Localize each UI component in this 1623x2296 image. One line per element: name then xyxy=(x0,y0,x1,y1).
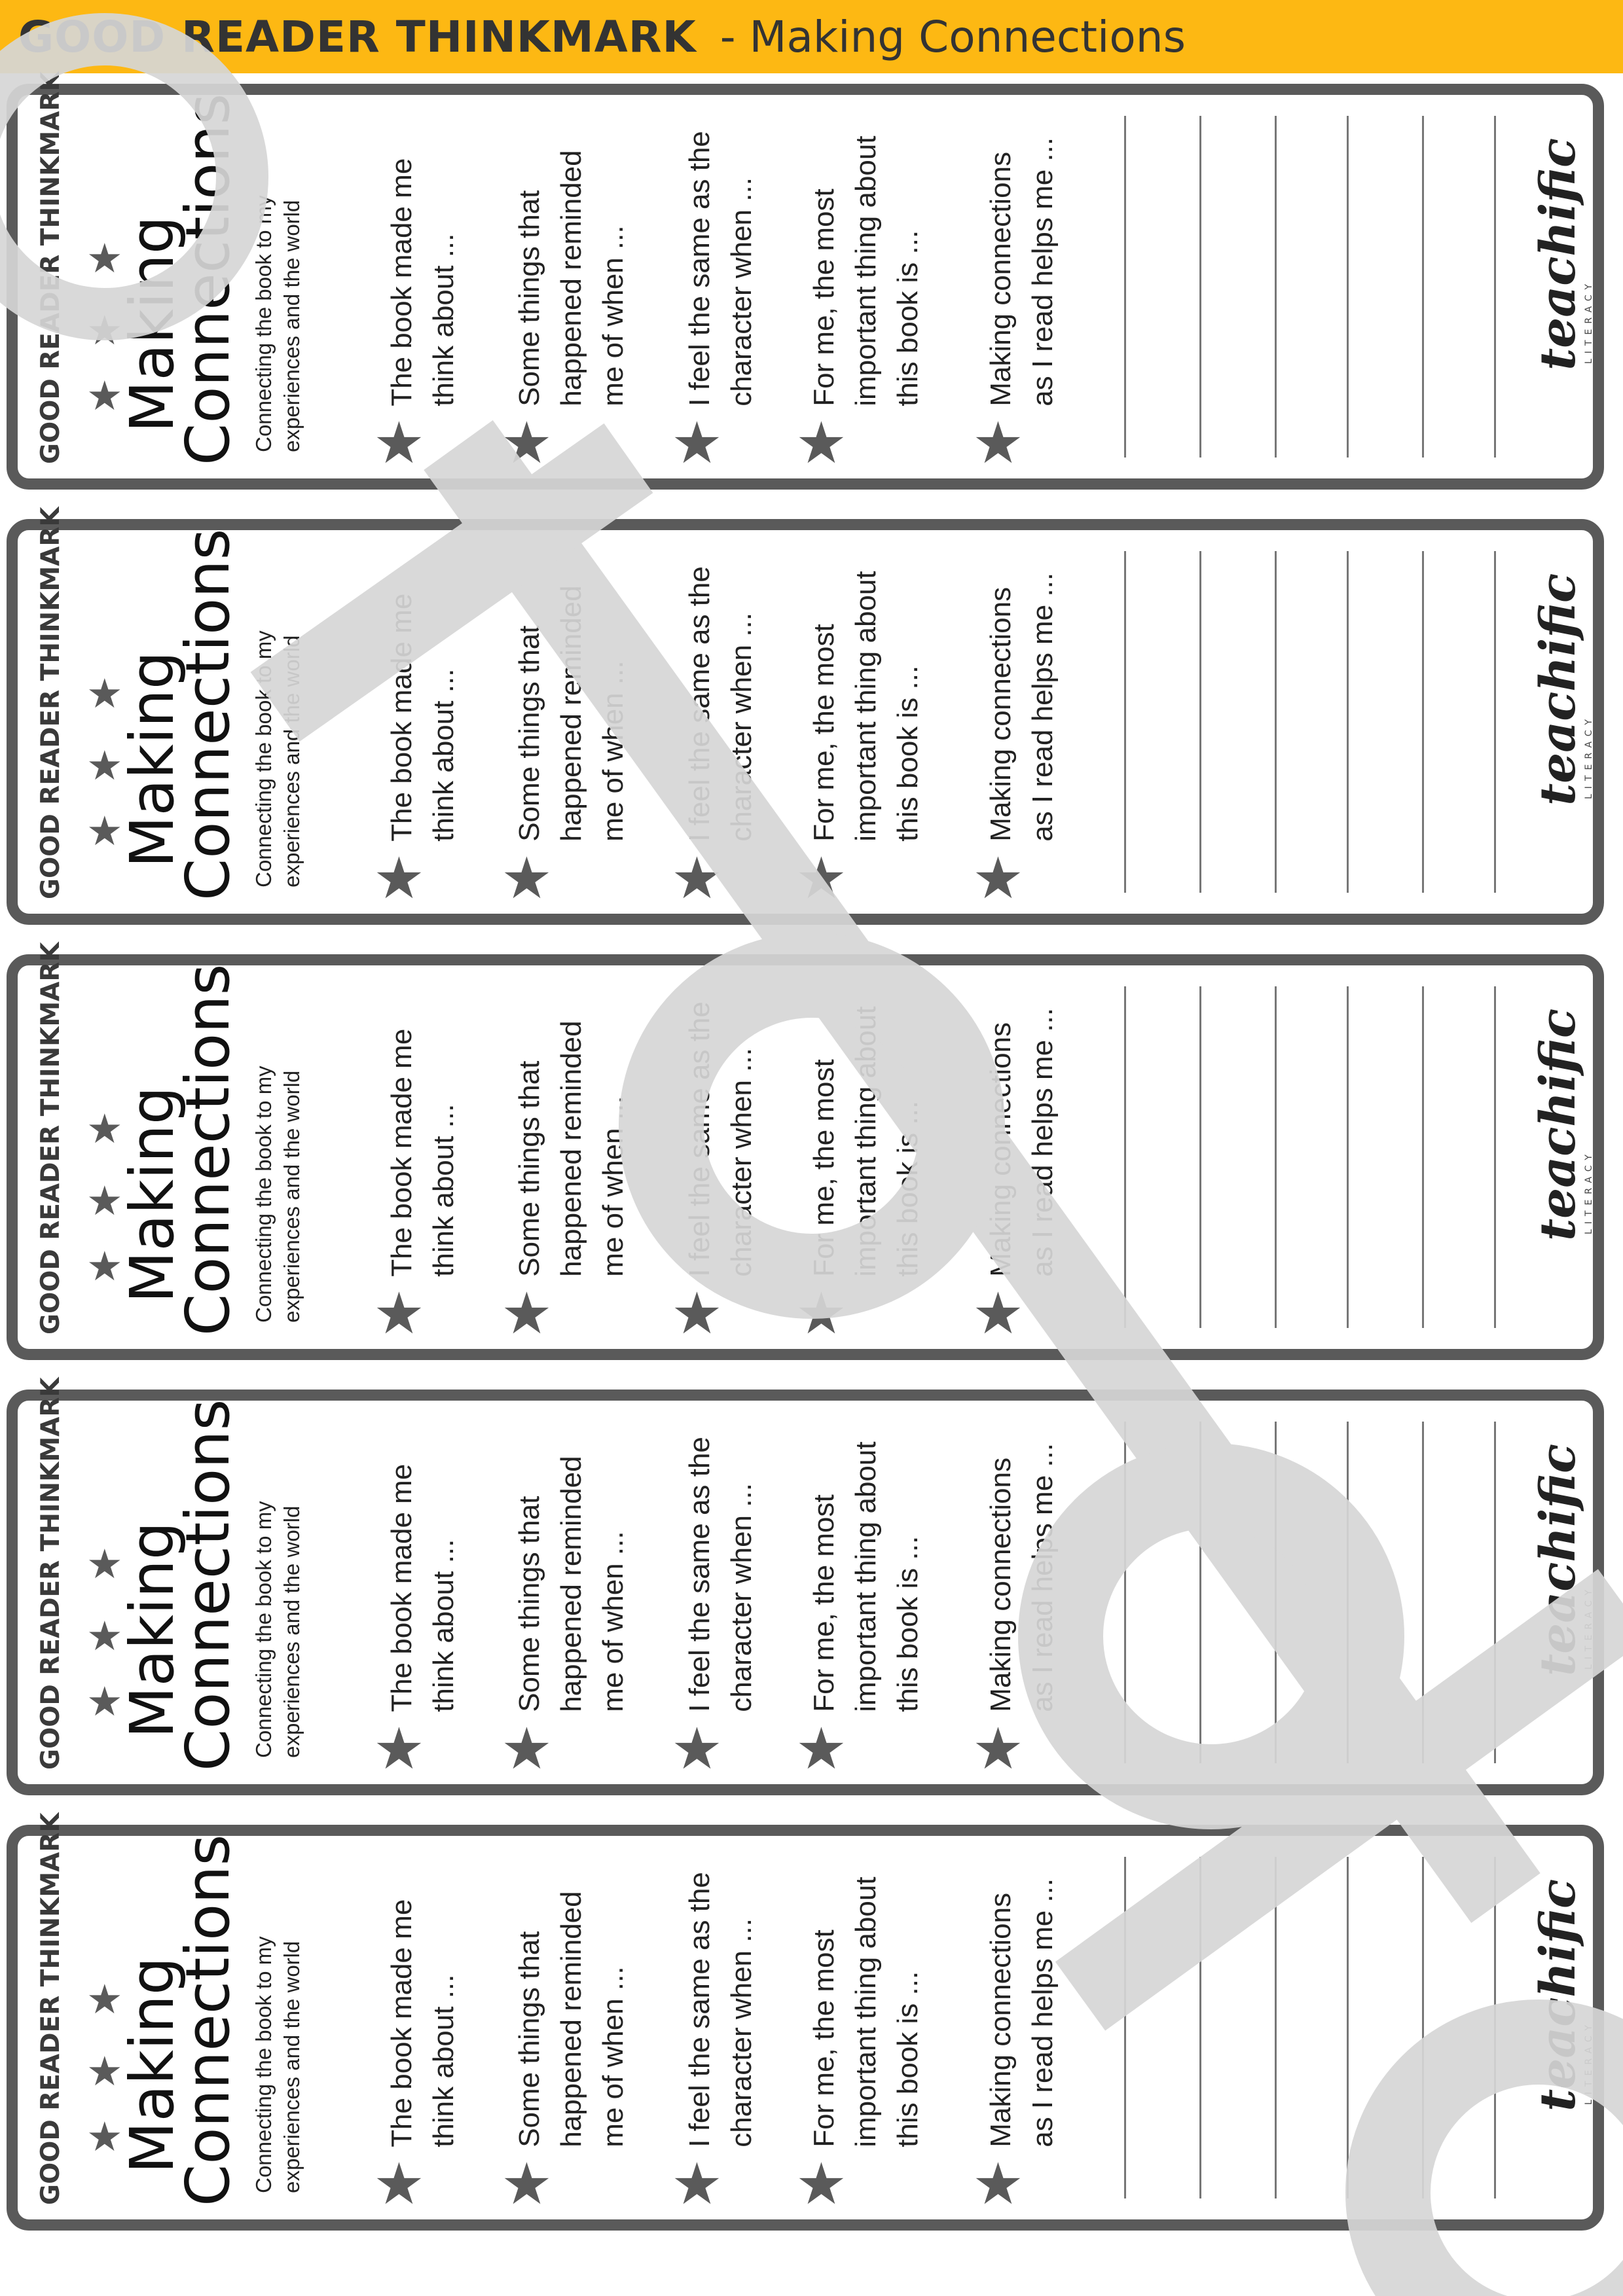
bookmark-title-connections: Connections xyxy=(173,528,243,901)
bookmark-label: GOOD READER THINKMARK xyxy=(36,1812,65,2205)
star-icon: ★ xyxy=(972,1715,1024,1782)
writing-line[interactable] xyxy=(1422,1857,1424,2198)
bookmark-subtitle-line2: experiences and the world xyxy=(280,1070,304,1323)
prompt-text: happened reminded xyxy=(555,150,587,406)
writing-line[interactable] xyxy=(1422,1422,1424,1763)
header-subtitle: - Making Connections xyxy=(720,11,1186,62)
writing-line[interactable] xyxy=(1347,116,1349,457)
writing-line[interactable] xyxy=(1199,1857,1201,2198)
bookmark-subtitle-line1: Connecting the book to my xyxy=(251,630,276,888)
star-icon: ★ xyxy=(86,306,123,354)
bookmark-title-connections: Connections xyxy=(173,93,243,465)
writing-line[interactable] xyxy=(1275,116,1277,457)
prompt-text: happened reminded xyxy=(555,1891,587,2147)
prompt-text: think about ... xyxy=(428,1539,460,1712)
bookmark-label: GOOD READER THINKMARK xyxy=(36,507,65,899)
prompt-text: as I read helps me ... xyxy=(1027,573,1059,842)
star-icon: ★ xyxy=(795,409,847,476)
star-icon: ★ xyxy=(86,372,123,420)
star-icon: ★ xyxy=(86,1612,123,1660)
star-icon: ★ xyxy=(501,1280,553,1347)
star-icon: ★ xyxy=(86,2113,123,2161)
prompt-text: For me, the most xyxy=(808,188,840,406)
star-icon: ★ xyxy=(86,1242,123,1290)
writing-line[interactable] xyxy=(1347,1422,1349,1763)
prompt-text: important thing about xyxy=(850,571,882,842)
bookmark-title-making: Making xyxy=(117,1956,187,2174)
prompt-text: character when ... xyxy=(725,1048,757,1277)
star-icon: ★ xyxy=(671,844,723,912)
bookmark-title-making: Making xyxy=(117,215,187,433)
prompt-text: as I read helps me ... xyxy=(1027,1878,1059,2147)
prompt-text: me of when ... xyxy=(597,660,629,842)
star-icon: ★ xyxy=(795,2150,847,2217)
prompt-text: this book is ... xyxy=(892,665,924,842)
prompt-text: me of when ... xyxy=(597,225,629,406)
prompt-text: character when ... xyxy=(725,1483,757,1712)
star-icon: ★ xyxy=(86,1177,123,1225)
bookmark-subtitle-line1: Connecting the book to my xyxy=(251,195,276,452)
prompt-text: as I read helps me ... xyxy=(1027,1443,1059,1712)
prompt-text: I feel the same as the xyxy=(684,1437,716,1712)
star-icon: ★ xyxy=(373,1280,425,1347)
writing-line[interactable] xyxy=(1422,551,1424,893)
writing-line[interactable] xyxy=(1494,986,1496,1328)
bookmark-label: GOOD READER THINKMARK xyxy=(36,71,65,464)
star-icon: ★ xyxy=(501,844,553,912)
writing-line[interactable] xyxy=(1275,986,1277,1328)
writing-line[interactable] xyxy=(1494,116,1496,457)
header-title: GOOD READER THINKMARK xyxy=(18,11,697,62)
writing-line[interactable] xyxy=(1347,1857,1349,2198)
writing-line[interactable] xyxy=(1124,986,1126,1328)
bookmark-subtitle-line1: Connecting the book to my xyxy=(251,1501,276,1758)
writing-line[interactable] xyxy=(1422,116,1424,457)
bookmark-card xyxy=(7,1812,1604,2231)
writing-line[interactable] xyxy=(1124,116,1126,457)
bookmark-label: GOOD READER THINKMARK xyxy=(36,942,65,1335)
prompt-text: For me, the most xyxy=(808,1929,840,2147)
logo-wordmark: teachific xyxy=(1530,1008,1586,1241)
prompt-text: think about ... xyxy=(428,668,460,842)
logo-subtext: LITERACY xyxy=(1584,1149,1594,1234)
star-icon: ★ xyxy=(86,742,123,789)
writing-line[interactable] xyxy=(1275,1422,1277,1763)
prompt-text: me of when ... xyxy=(597,1966,629,2147)
logo-subtext: LITERACY xyxy=(1584,2020,1594,2105)
star-icon: ★ xyxy=(501,2150,553,2217)
logo-subtext: LITERACY xyxy=(1584,714,1594,799)
bookmark-subtitle-line1: Connecting the book to my xyxy=(251,1066,276,1323)
prompt-text: Some things that xyxy=(513,625,545,842)
star-icon: ★ xyxy=(671,1715,723,1782)
prompt-text: For me, the most xyxy=(808,1494,840,1712)
prompt-text: For me, the most xyxy=(808,1059,840,1277)
star-icon: ★ xyxy=(795,1715,847,1782)
prompt-text: important thing about xyxy=(850,1441,882,1712)
writing-line[interactable] xyxy=(1199,551,1201,893)
prompt-text: this book is ... xyxy=(892,1971,924,2147)
bookmark-card xyxy=(7,507,1604,925)
prompt-text: Making connections xyxy=(985,1458,1017,1712)
star-icon: ★ xyxy=(795,1280,847,1347)
writing-line[interactable] xyxy=(1494,551,1496,893)
writing-line[interactable] xyxy=(1494,1422,1496,1763)
logo-subtext: LITERACY xyxy=(1584,279,1594,364)
logo-wordmark: teachific xyxy=(1530,1878,1586,2111)
star-icon: ★ xyxy=(86,1540,123,1588)
prompt-text: important thing about xyxy=(850,1876,882,2147)
bookmark-card xyxy=(7,71,1604,490)
writing-line[interactable] xyxy=(1347,986,1349,1328)
prompt-text: Some things that xyxy=(513,190,545,406)
prompt-text: as I read helps me ... xyxy=(1027,137,1059,406)
star-icon: ★ xyxy=(671,1280,723,1347)
prompt-text: Some things that xyxy=(513,1931,545,2147)
bookmark-title-connections: Connections xyxy=(173,963,243,1336)
star-icon: ★ xyxy=(972,1280,1024,1347)
bookmark-title-making: Making xyxy=(117,1521,187,1738)
star-icon: ★ xyxy=(373,2150,425,2217)
prompt-text: this book is ... xyxy=(892,1535,924,1712)
prompt-text: Some things that xyxy=(513,1060,545,1277)
prompt-text: me of when ... xyxy=(597,1531,629,1712)
writing-line[interactable] xyxy=(1275,1857,1277,2198)
bookmark-subtitle-line2: experiences and the world xyxy=(280,200,304,452)
star-icon: ★ xyxy=(86,234,123,282)
star-icon: ★ xyxy=(501,1715,553,1782)
prompt-text: character when ... xyxy=(725,613,757,842)
prompt-text: The book made me xyxy=(386,158,418,406)
bookmark-label: GOOD READER THINKMARK xyxy=(36,1377,65,1770)
star-icon: ★ xyxy=(373,1715,425,1782)
prompt-text: important thing about xyxy=(850,1006,882,1277)
logo-wordmark: teachific xyxy=(1530,137,1586,370)
bookmark-subtitle-line2: experiences and the world xyxy=(280,1505,304,1758)
writing-line[interactable] xyxy=(1422,986,1424,1328)
prompt-text: I feel the same as the xyxy=(684,566,716,842)
prompt-text: think about ... xyxy=(428,233,460,406)
writing-line[interactable] xyxy=(1124,1857,1126,2198)
writing-line[interactable] xyxy=(1124,1422,1126,1763)
bookmark-title-connections: Connections xyxy=(173,1399,243,1771)
writing-line[interactable] xyxy=(1124,551,1126,893)
star-icon: ★ xyxy=(86,670,123,717)
star-icon: ★ xyxy=(86,807,123,855)
prompt-text: happened reminded xyxy=(555,585,587,842)
bookmark-subtitle-line2: experiences and the world xyxy=(280,1941,304,2193)
star-icon: ★ xyxy=(501,409,553,476)
prompt-text: this book is ... xyxy=(892,230,924,406)
bookmark-title-connections: Connections xyxy=(173,1834,243,2206)
bookmark-card xyxy=(7,942,1604,1360)
bookmark-title-making: Making xyxy=(117,1086,187,1303)
prompt-text: important thing about xyxy=(850,135,882,406)
writing-line[interactable] xyxy=(1347,551,1349,893)
prompt-text: as I read helps me ... xyxy=(1027,1008,1059,1277)
star-icon: ★ xyxy=(972,409,1024,476)
prompt-text: happened reminded xyxy=(555,1456,587,1712)
logo-subtext: LITERACY xyxy=(1584,1585,1594,1670)
prompt-text: I feel the same as the xyxy=(684,131,716,406)
prompt-text: this book is ... xyxy=(892,1100,924,1277)
bookmark-subtitle-line1: Connecting the book to my xyxy=(251,1936,276,2193)
logo-wordmark: teachific xyxy=(1530,573,1586,806)
writing-line[interactable] xyxy=(1494,1857,1496,2198)
prompt-text: character when ... xyxy=(725,1918,757,2147)
star-icon: ★ xyxy=(373,409,425,476)
prompt-text: Making connections xyxy=(985,152,1017,406)
star-icon: ★ xyxy=(373,844,425,912)
logo-wordmark: teachific xyxy=(1530,1443,1586,1676)
writing-line[interactable] xyxy=(1275,551,1277,893)
prompt-text: think about ... xyxy=(428,1974,460,2147)
star-icon: ★ xyxy=(972,844,1024,912)
prompt-text: The book made me xyxy=(386,593,418,842)
prompt-text: character when ... xyxy=(725,177,757,406)
writing-line[interactable] xyxy=(1199,1422,1201,1763)
star-icon: ★ xyxy=(86,1105,123,1153)
prompt-text: The book made me xyxy=(386,1028,418,1277)
star-icon: ★ xyxy=(795,844,847,912)
prompt-text: me of when ... xyxy=(597,1096,629,1277)
bookmark-title-making: Making xyxy=(117,651,187,868)
prompt-text: Making connections xyxy=(985,1893,1017,2147)
writing-line[interactable] xyxy=(1199,116,1201,457)
prompt-text: For me, the most xyxy=(808,624,840,842)
star-icon: ★ xyxy=(86,1975,123,2023)
prompt-text: The book made me xyxy=(386,1899,418,2147)
bookmark-subtitle-line2: experiences and the world xyxy=(280,635,304,888)
prompt-text: The book made me xyxy=(386,1463,418,1712)
page-header xyxy=(0,0,1623,73)
writing-line[interactable] xyxy=(1199,986,1201,1328)
star-icon: ★ xyxy=(671,2150,723,2217)
prompt-text: think about ... xyxy=(428,1103,460,1277)
star-icon: ★ xyxy=(972,2150,1024,2217)
star-icon: ★ xyxy=(86,2047,123,2095)
prompt-text: I feel the same as the xyxy=(684,1872,716,2147)
star-icon: ★ xyxy=(671,409,723,476)
prompt-text: Some things that xyxy=(513,1496,545,1712)
prompt-text: Making connections xyxy=(985,1022,1017,1277)
prompt-text: I feel the same as the xyxy=(684,1001,716,1277)
prompt-text: happened reminded xyxy=(555,1020,587,1277)
prompt-text: Making connections xyxy=(985,587,1017,842)
bookmark-card xyxy=(7,1377,1604,1795)
star-icon: ★ xyxy=(86,1677,123,1725)
